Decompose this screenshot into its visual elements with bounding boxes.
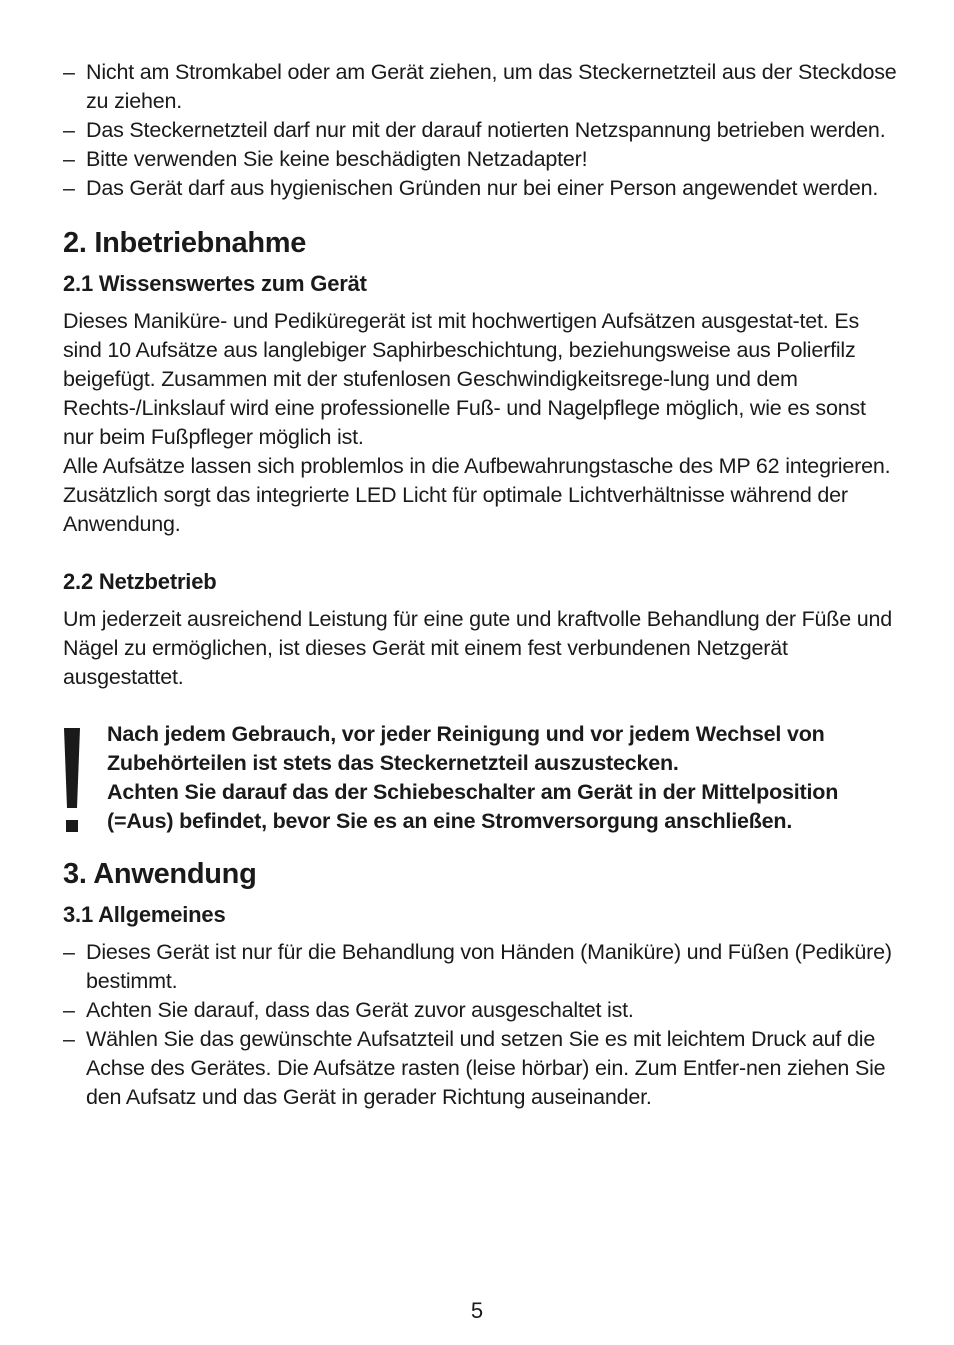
wissenswertes-text	[63, 307, 898, 539]
paragraph: Dieses Maniküre- und Pediküregerät ist mit hochwertigen Aufsätzen ausgestat-tet. Es sind 10 Aufsätze aus langlebiger Saphirbeschichtung, beziehungsweise aus Polierfilz beigefügt. Zusammen mit der stufenlosen Geschwindigkeitsrege-lung und dem Rechts-/Linkslauf wird eine professionelle Fuß- und Nagelpflege möglich, wie es sonst nur beim Fußpfleger möglich ist.	[63, 309, 866, 449]
paragraph: Zusätzlich sorgt das integrierte LED Licht für optimale Lichtverhältnisse während der Anwendung.	[63, 483, 848, 536]
safety-list	[63, 58, 898, 203]
list-item: – Dieses Gerät ist nur für die Behandlung von Händen (Maniküre) und Füßen (Pediküre) bestimmt.	[63, 938, 898, 996]
warning-text: Nach jedem Gebrauch, vor jeder Reinigung und vor jedem Wechsel von Zubehörteilen ist stets das Steckernetzteil auszustecken.	[107, 722, 825, 775]
subsection-heading-wissenswertes: 2.1 Wissenswertes zum Gerät	[63, 271, 367, 296]
subsection-heading-netzbetrieb: 2.2 Netzbetrieb	[63, 569, 217, 594]
warning-block	[63, 720, 898, 836]
section-heading-anwendung: 3. Anwendung	[63, 858, 257, 890]
list-item: – Das Gerät darf aus hygienischen Gründen nur bei einer Person angewendet werden.	[63, 174, 898, 203]
list-item: – Wählen Sie das gewünschte Aufsatzteil und setzen Sie es mit leichtem Druck auf die Achse des Gerätes. Die Aufsätze rasten (leise hörbar) ein. Zum Entfer-nen ziehen Sie den Aufsatz und das Gerät in gerader Richtung auseinander.	[63, 1025, 898, 1112]
list-item: – Achten Sie darauf, dass das Gerät zuvor ausgeschaltet ist.	[63, 996, 898, 1025]
netzbetrieb-paragraph: Um jederzeit ausreichend Leistung für eine gute und kraftvolle Behandlung der Füße und Nägel zu ermöglichen, ist dieses Gerät mit einem fest verbundenen Netzgerät ausgestattet.	[63, 607, 892, 689]
list-item: – Bitte verwenden Sie keine beschädigten Netzadapter!	[63, 145, 898, 174]
exclamation-icon	[63, 722, 81, 840]
list-item: – Nicht am Stromkabel oder am Gerät ziehen, um das Steckernetzteil aus der Steckdose zu ziehen.	[63, 58, 898, 116]
warning-text: Achten Sie darauf das der Schiebeschalter am Gerät in der Mittelposition (=Aus) befindet, bevor Sie es an eine Stromversorgung anschließen.	[107, 780, 839, 833]
page-number: 5	[470, 1298, 484, 1323]
subsection-heading-allgemeines: 3.1 Allgemeines	[63, 902, 226, 927]
usage-list	[63, 938, 898, 1112]
list-item: – Das Steckernetzteil darf nur mit der darauf notierten Netzspannung betrieben werden.	[63, 116, 898, 145]
paragraph: Alle Aufsätze lassen sich problemlos in die Aufbewahrungstasche des MP 62 integrieren.	[63, 454, 891, 478]
section-heading-inbetriebnahme: 2. Inbetriebnahme	[63, 227, 307, 259]
manual-page	[63, 58, 898, 1112]
